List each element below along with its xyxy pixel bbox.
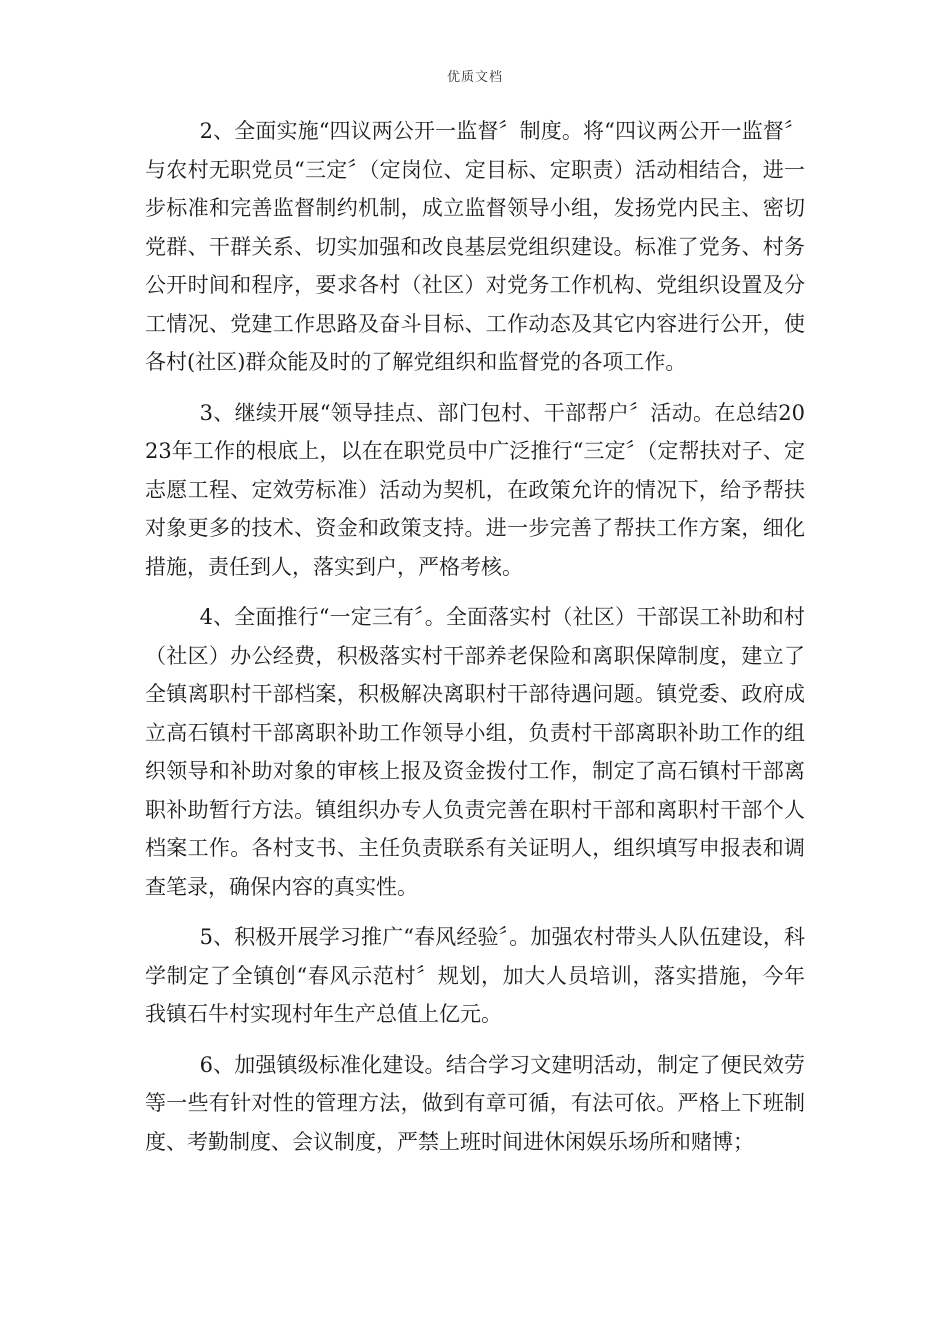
- paragraph-5: 5、积极开展学习推广“春风经验〞。加强农村带头人队伍建设，科学制定了全镇创“春风示范村〞规划，加大人员培训，落实措施，今年我镇石牛村实现村年生产总值上亿元。: [145, 925, 805, 1026]
- paragraph-2: 2、全面实施“四议两公开一监督〞制度。将“四议两公开一监督〞与农村无职党员“三定〞（定岗位、定目标、定职责）活动相结合，进一步标准和完善监督制约机制，成立监督领导小组，发扬党内民主、密切党群、干群关系、切实加强和改良基层党组织建设。标准了党务、村务公开时间和程序，要求各村（社区）对党务工作机构、党组织设置及分工情况、党建工作思路及奋斗目标、工作动态及其它内容进行公开，使各村(社区)群众能及时的了解党组织和监督党的各项工作。: [145, 119, 805, 374]
- paragraph-4: 4、全面推行“一定三有〞。全面落实村（社区）干部误工补助和村（社区）办公经费，积极落实村干部养老保险和离职保障制度，建立了全镇离职村干部档案，积极解决离职村干部待遇问题。镇党委、政府成立高石镇村干部离职补助工作领导小组，负责村干部离职补助工作的组织领导和补助对象的审核上报及资金拨付工作，制定了高石镇村干部离职补助暂行方法。镇组织办专人负责完善在职村干部和离职村干部个人档案工作。各村支书、主任负责联系有关证明人，组织填写申报表和调查笔录，确保内容的真实性。: [145, 605, 805, 899]
- paragraph-6: 6、加强镇级标准化建设。结合学习文建明活动，制定了便民效劳等一些有针对性的管理方法，做到有章可循，有法可依。严格上下班制度、考勤制度、会议制度，严禁上班时间进休闲娱乐场所和赌博；: [145, 1052, 805, 1154]
- page-header: 优质文档: [446, 70, 503, 85]
- paragraph-3: 3、继续开展“领导挂点、部门包村、干部帮户〞活动。在总结2023年工作的根底上，以在在职党员中广泛推行“三定〞（定帮扶对子、定志愿工程、定效劳标准）活动为契机，在政策允许的情况下，给予帮扶对象更多的技术、资金和政策支持。进一步完善了帮扶工作方案，细化措施，责任到人，落实到户，严格考核。: [145, 400, 805, 579]
- document-body: [145, 112, 805, 1173]
